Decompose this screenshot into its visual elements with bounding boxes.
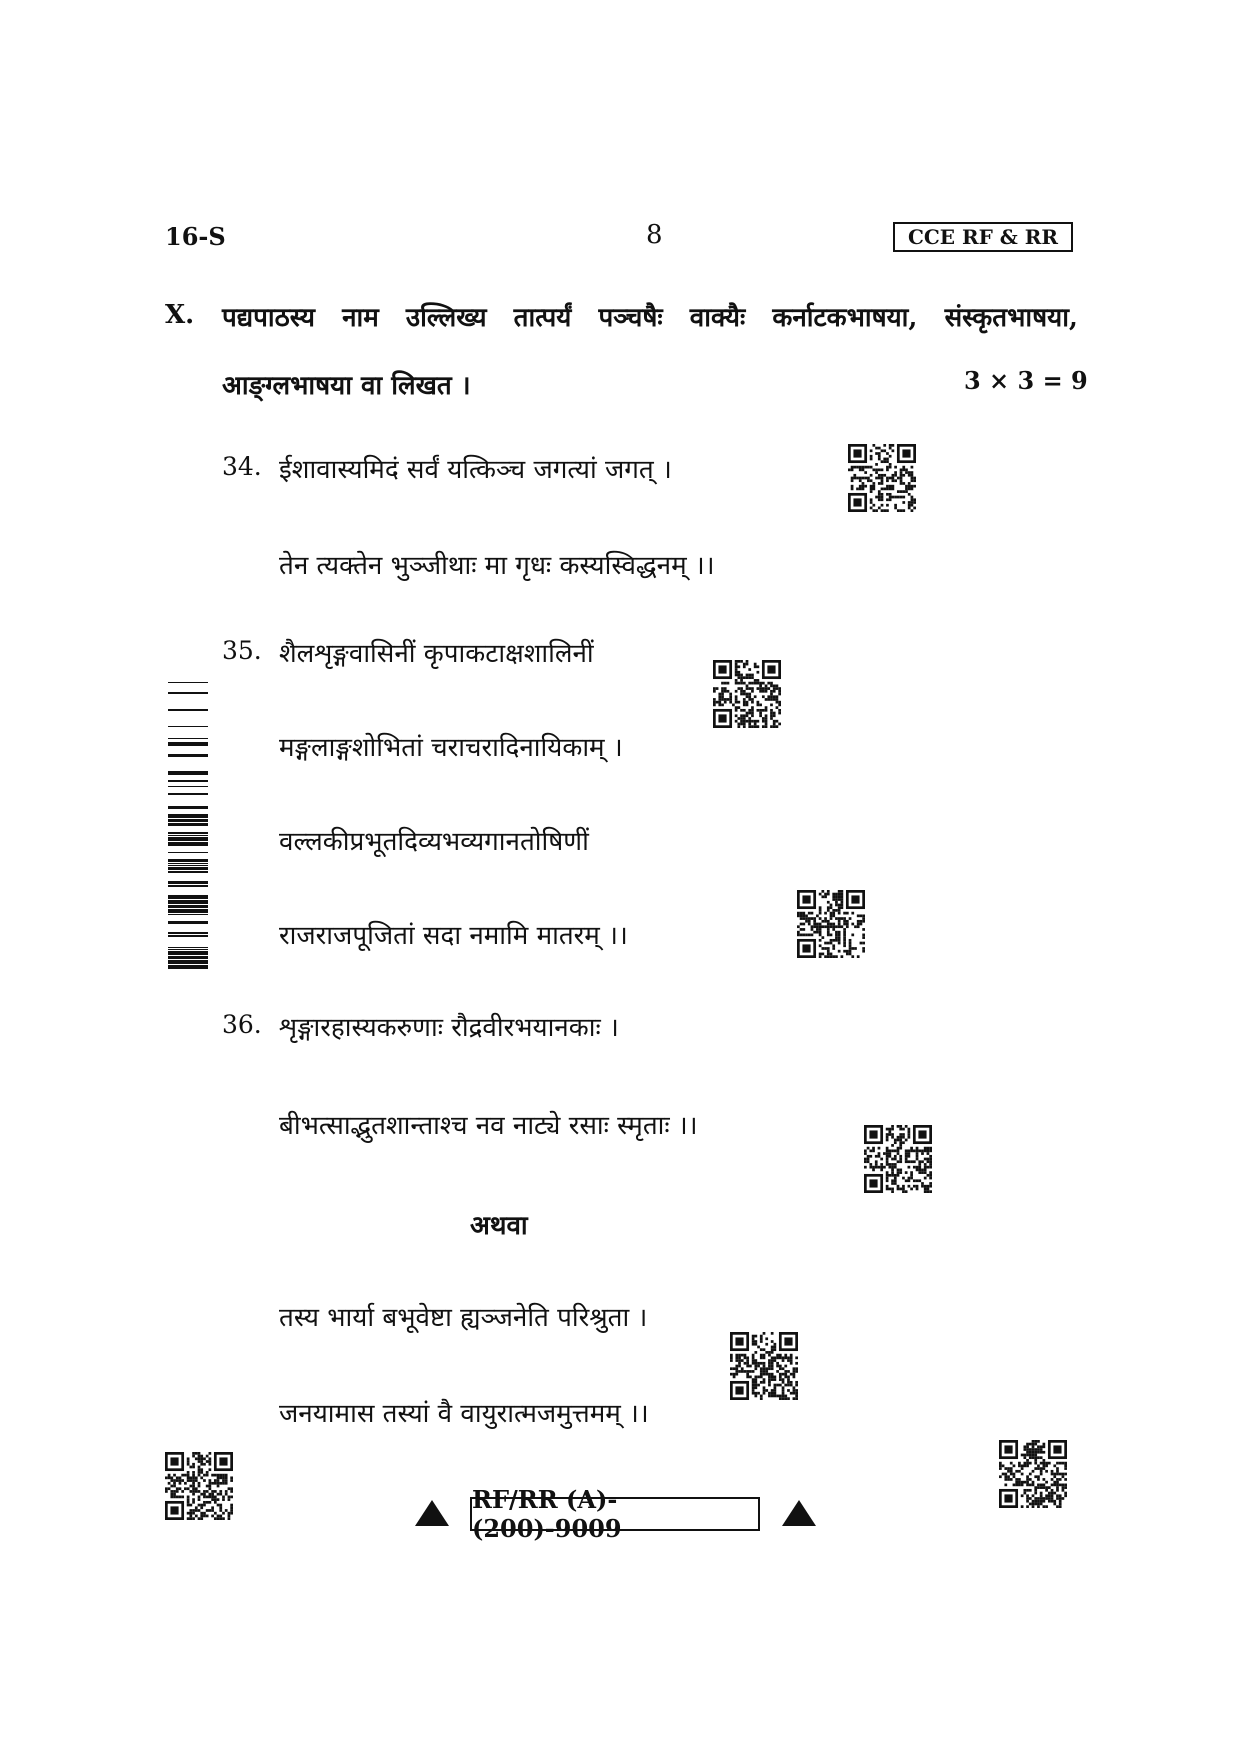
question-number-35: 35. xyxy=(222,636,262,665)
verse-line: वल्लकीप्रभूतदिव्यभव्यगानतोषिणीं xyxy=(279,827,589,857)
verse-line: जनयामास तस्यां वै वायुरात्मजमुत्तमम् ।। xyxy=(279,1399,649,1429)
question-number-34: 34. xyxy=(222,452,262,481)
section-instruction-line2: आङ्ग्लभाषया वा लिखत । xyxy=(222,371,471,401)
qr-code-icon xyxy=(797,890,865,958)
qr-code-icon xyxy=(730,1332,798,1400)
section-marks: 3 × 3 = 9 xyxy=(964,366,1088,395)
verse-line: तस्य भार्या बभूवेष्टा ह्यञ्जनेति परिश्रुता । xyxy=(279,1303,648,1333)
qr-code-icon xyxy=(999,1440,1067,1508)
qr-code-icon xyxy=(713,660,781,728)
question-number-36: 36. xyxy=(222,1010,262,1039)
qr-code-icon xyxy=(864,1125,932,1193)
qr-code-icon xyxy=(165,1452,233,1520)
section-instruction-line1: पद्यपाठस्य नाम उल्लिख्य तात्पर्यं पञ्चषैः वाक्यैः कर्नाटकभाषया, संस्कृतभाषया, xyxy=(222,303,1078,333)
verse-line: राजराजपूजितां सदा नमामि मातरम् ।। xyxy=(279,921,628,951)
page-number: 8 xyxy=(646,220,663,250)
triangle-marker-icon xyxy=(415,1500,449,1526)
verse-line: शृङ्गारहास्यकरुणाः रौद्रवीरभयानकाः । xyxy=(279,1013,619,1043)
paper-code: 16-S xyxy=(165,222,226,251)
verse-line: मङ्गलाङ्गशोभितां चराचरादिनायिकाम् । xyxy=(279,733,623,763)
barcode-icon xyxy=(168,677,208,969)
qr-code-icon xyxy=(848,444,916,512)
section-number: X. xyxy=(165,300,195,330)
verse-line: तेन त्यक्तेन भुञ्जीथाः मा गृधः कस्यस्विद्धनम् ।। xyxy=(279,551,715,581)
exam-label-box: CCE RF & RR xyxy=(893,222,1073,252)
footer-code-box: RF/RR (A)-(200)-9009 xyxy=(470,1497,760,1531)
verse-line: शैलशृङ्गवासिनीं कृपाकटाक्षशालिनीं xyxy=(279,639,594,669)
triangle-marker-icon xyxy=(782,1500,816,1526)
verse-line: ईशावास्यमिदं सर्वं यत्किञ्च जगत्यां जगत् । xyxy=(279,455,672,485)
verse-line: बीभत्साद्भुतशान्ताश्च नव नाट्ये रसाः स्मृताः ।। xyxy=(279,1111,698,1141)
or-label: अथवा xyxy=(470,1211,528,1241)
